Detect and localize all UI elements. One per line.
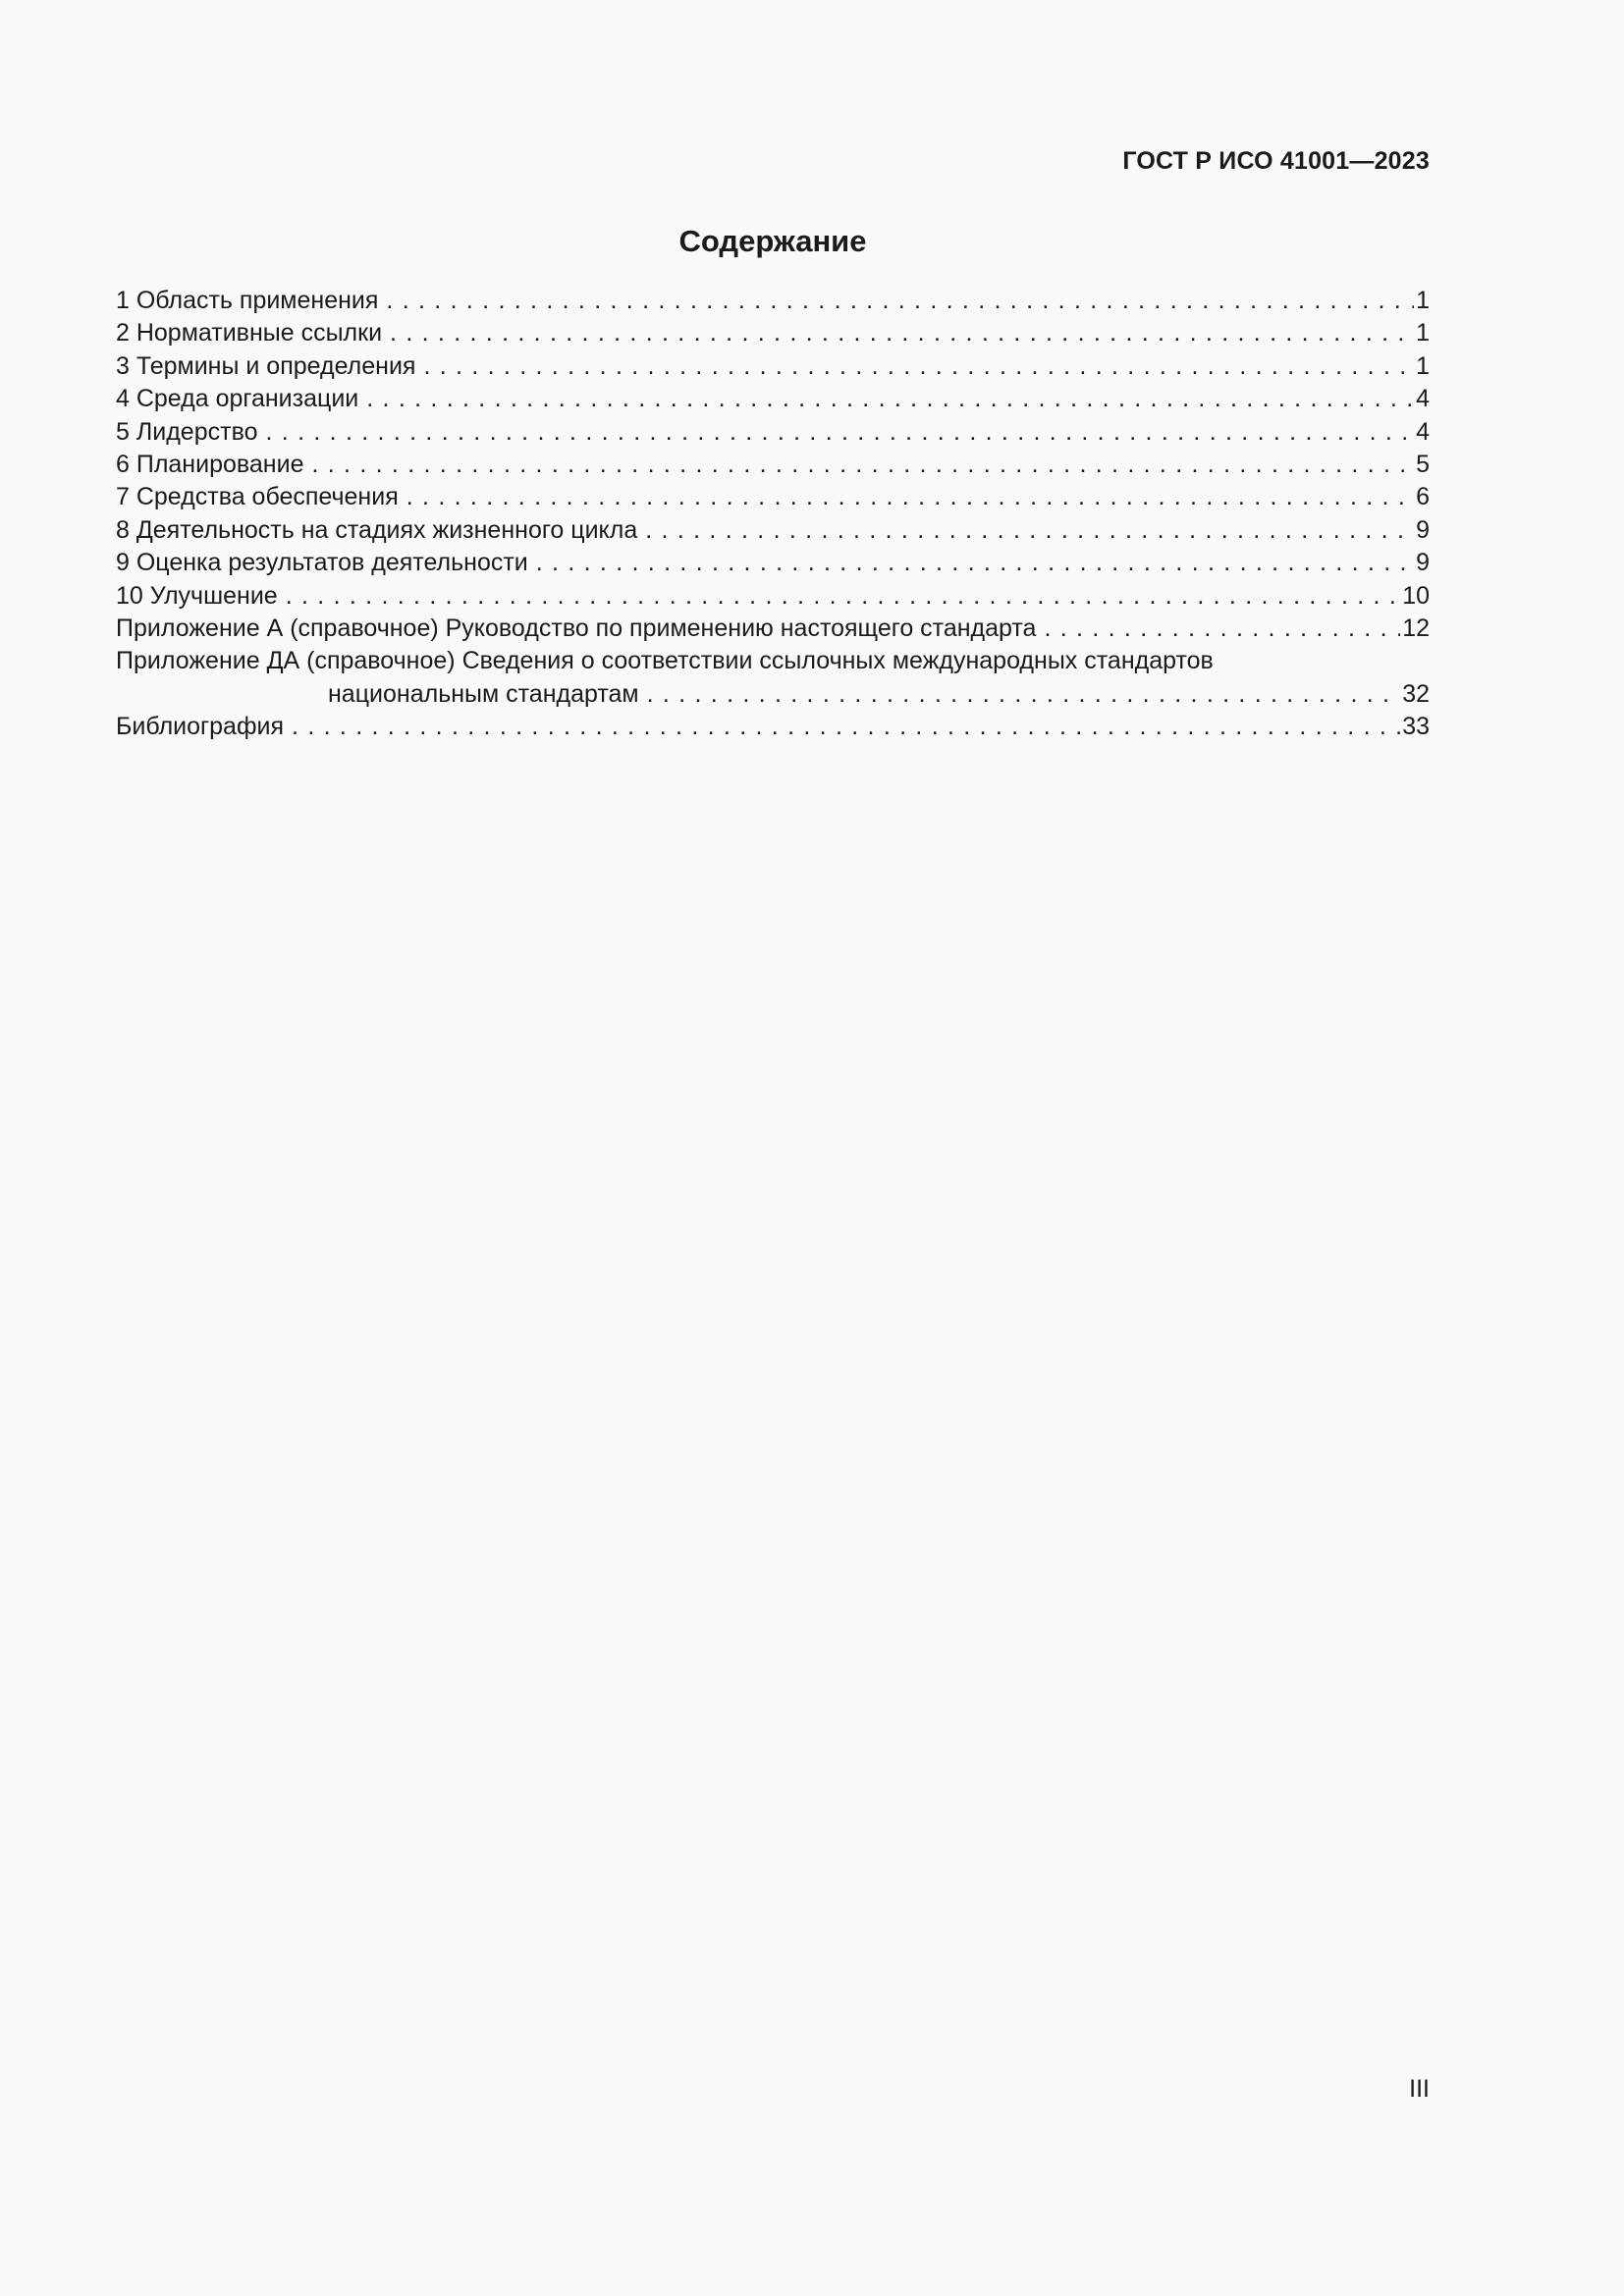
toc-entry-label: Библиография	[116, 713, 285, 741]
toc-entry-page: 6	[1416, 483, 1430, 511]
toc-entry-page: 9	[1416, 515, 1430, 544]
toc-entry-8[interactable]	[116, 514, 1430, 547]
toc-entry-label: 5 Лидерство	[116, 417, 258, 446]
page-number: III	[1409, 2075, 1430, 2103]
toc-leader-dots	[645, 514, 1414, 547]
toc-entry-6[interactable]	[116, 449, 1430, 481]
toc-entry-page: 9	[1416, 549, 1430, 577]
toc-leader-dots	[647, 678, 1401, 711]
toc-entry-label: 9 Оценка результатов деятельности	[116, 549, 528, 577]
toc-entry-4[interactable]	[116, 383, 1430, 415]
toc-leader-dots	[423, 350, 1414, 383]
toc-entry-page: 33	[1402, 713, 1430, 741]
toc-entry-bibliography[interactable]	[116, 711, 1430, 743]
toc-entry-7[interactable]	[116, 481, 1430, 513]
toc-leader-dots	[292, 711, 1400, 743]
toc-entry-annex-da[interactable]	[116, 645, 1430, 677]
toc-entry-page: 4	[1416, 417, 1430, 446]
toc-entry-label: 10 Улучшение	[116, 581, 278, 610]
toc-entry-page: 1	[1416, 351, 1430, 380]
document-code: ГОСТ Р ИСО 41001—2023	[1122, 147, 1430, 175]
toc-entry-label-continued: национальным стандартам	[328, 679, 639, 708]
toc-entry-page: 10	[1402, 581, 1430, 610]
toc-entry-label: 4 Среда организации	[116, 385, 359, 413]
toc-entry-5[interactable]	[116, 416, 1430, 449]
toc-entry-page: 32	[1402, 679, 1430, 708]
toc-entry-label: 3 Термины и определения	[116, 351, 416, 380]
toc-entry-annex-a[interactable]	[116, 613, 1430, 645]
toc-entry-page: 5	[1416, 450, 1430, 478]
toc-leader-dots	[406, 481, 1414, 513]
toc-entry-label: 8 Деятельность на стадиях жизненного цикла	[116, 515, 638, 544]
toc-entry-label: 2 Нормативные ссылки	[116, 319, 383, 347]
table-of-contents	[116, 285, 1430, 743]
toc-leader-dots	[386, 285, 1414, 317]
toc-entry-label: 1 Область применения	[116, 287, 379, 314]
toc-entry-label: Приложение ДА (справочное) Сведения о соответствии ссылочных международных стандартов	[116, 647, 1214, 675]
toc-title: Содержание	[678, 224, 867, 258]
toc-entry-label: 7 Средства обеспечения	[116, 483, 399, 511]
toc-leader-dots	[286, 580, 1400, 613]
toc-leader-dots	[390, 317, 1414, 349]
toc-entry-page: 1	[1416, 287, 1430, 314]
toc-entry-page: 1	[1416, 319, 1430, 347]
toc-leader-dots	[536, 547, 1414, 579]
toc-entry-1[interactable]	[116, 285, 1430, 317]
toc-entry-10[interactable]	[116, 580, 1430, 613]
toc-leader-dots	[366, 383, 1414, 415]
toc-entry-annex-da-continued[interactable]	[116, 678, 1430, 711]
toc-entry-9[interactable]	[116, 547, 1430, 579]
toc-leader-dots	[311, 449, 1414, 481]
toc-entry-2[interactable]	[116, 317, 1430, 349]
toc-entry-3[interactable]	[116, 350, 1430, 383]
toc-leader-dots	[1044, 613, 1400, 645]
toc-entry-page: 4	[1416, 385, 1430, 413]
toc-entry-label: Приложение А (справочное) Руководство по применению настоящего стандарта	[116, 614, 1037, 642]
toc-entry-label: 6 Планирование	[116, 450, 304, 478]
toc-leader-dots	[265, 416, 1414, 449]
toc-entry-page: 12	[1402, 614, 1430, 642]
